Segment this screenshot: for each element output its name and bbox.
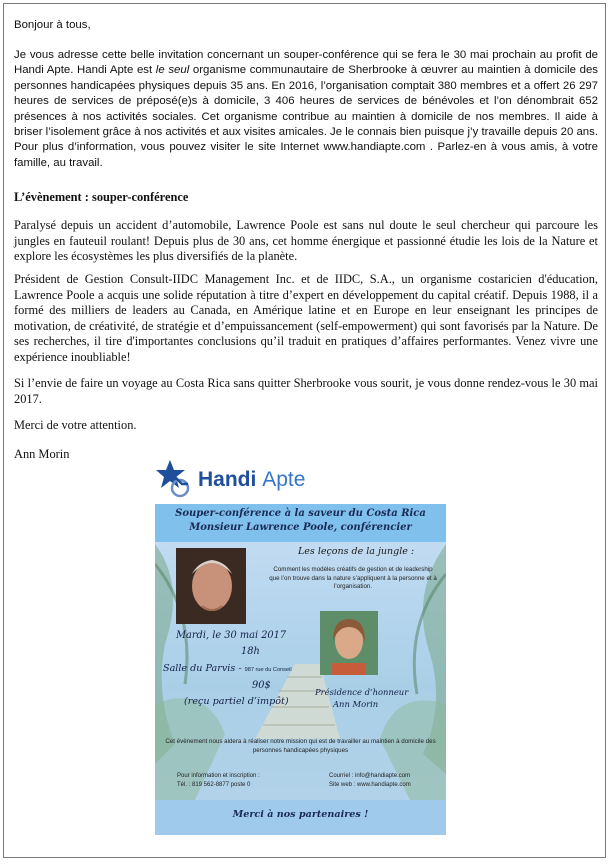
honor-name: Ann Morin <box>333 699 379 709</box>
speaker-photo <box>176 548 246 624</box>
section-heading <box>14 190 598 206</box>
event-time: 18h <box>241 646 260 657</box>
handi-apte-logo <box>156 458 356 504</box>
intro-emphasis: le seul <box>155 64 190 77</box>
greeting: Bonjour à tous, <box>14 19 91 31</box>
lecons-title: Les leçons de la jungle : <box>298 546 415 557</box>
event-price: 90$ <box>252 680 271 691</box>
lecons-description: Comment les modèles créatifs de gestion et de leadership que l’on trouve dans la nature s’appliquent à la personne et à l’organisation. <box>269 566 437 591</box>
star-person-icon <box>156 458 196 502</box>
event-venue: Salle du Parvis - 987 rue du Conseil <box>163 663 292 674</box>
intro-text-2: organisme communautaire de Sherbrooke à œuvrer au maintien à domicile des personnes handicapées physiques depuis 35 ans. En 2016, l’organisation comptait 380 membres et a offert 26 297 heures de services de préposé(e)s à domicile, 3 406 heures de services de bénévoles et l’on dénombrait 652 présences à nos activités sociales. Cet organisme contribue au maintien à domicile de nos membres. Il aide à briser l’isolement grâce à nos activités et aux visites amicales. Je le connais bien puisque j’y travaille depuis 20 ans. Pour plus d’information, vous pouvez visiter le site Internet www.handiapte.com . Parlez-en à vous amis, à votre famille, au travail. <box>14 64 598 169</box>
event-flyer <box>155 504 446 835</box>
document-page <box>3 3 606 858</box>
honor-title: Présidence d’honneur <box>315 687 409 697</box>
event-date: Mardi, le 30 mai 2017 <box>176 630 287 641</box>
flyer-title: Souper-conférence à la saveur du Costa Rica <box>175 508 426 519</box>
paragraph-3: Si l’envie de faire un voyage au Costa Rica sans quitter Sherbrooke vous sourit, je vous donne rendez-vous le 30 mai 2017. <box>14 376 598 406</box>
paragraph-1: Paralysé depuis un accident d’automobile, Lawrence Poole est sans nul doute le seul chercheur qui parcoure les jungles en fauteuil roulant! Depuis plus de 30 ans, cet homme énergique et passionné étudie les lois de la Nature et explore les écosystèmes les plus diversifiés de la planète. <box>14 218 598 264</box>
event-receipt: (reçu partiel d’impôt) <box>184 696 289 707</box>
section-heading-text: L’évènement : souper-conférence <box>14 190 189 204</box>
paragraph-2: Président de Gestion Consult-IIDC Management Inc. et de IIDC, S.A., un organisme costaricien d'éducation, Lawrence Poole a acquis une solide réputation à titre d’expert en développement du capital créatif. Depuis 1988, il a formé des milliers de leaders au Canada, en Amérique latine et en Europe en leur enseignant les principes de motivation, de créativité, de stratégie et d’empuissancement (self-empowerment) qui sont favorisés par la Nature. De ses recherches, il tire d'importantes conclusions qu’il traduit en pratiques d’affaires performantes. Venez vivre une expérience inoubliable! <box>14 272 598 364</box>
intro-paragraph <box>14 48 598 171</box>
signature: Ann Morin <box>14 447 70 461</box>
mission-text: Cet évènement nous aidera à réaliser notre mission qui est de travailler au maintien à domicile des personnes handicapées physiques <box>165 738 436 754</box>
thanks-line: Merci de votre attention. <box>14 418 137 432</box>
partners-text: Merci à nos partenaires ! <box>232 809 369 820</box>
logo-text: Handi Apte <box>198 468 306 491</box>
contact-info-right: Courriel : info@handiapte.com Site web : www.handiapte.com <box>329 773 411 788</box>
honor-president-photo <box>320 611 378 675</box>
intro-text-1: Je vous adresse cette belle invitation concernant un souper-conférence qui se fera le 30 mai prochain au profit de Handi Apte. Handi Apte est <box>14 49 598 77</box>
contact-info-left: Pour information et inscription : Tél. : 819 562-8877 poste 0 <box>177 773 260 788</box>
flyer-subtitle: Monsieur Lawrence Poole, conférencier <box>189 522 412 533</box>
